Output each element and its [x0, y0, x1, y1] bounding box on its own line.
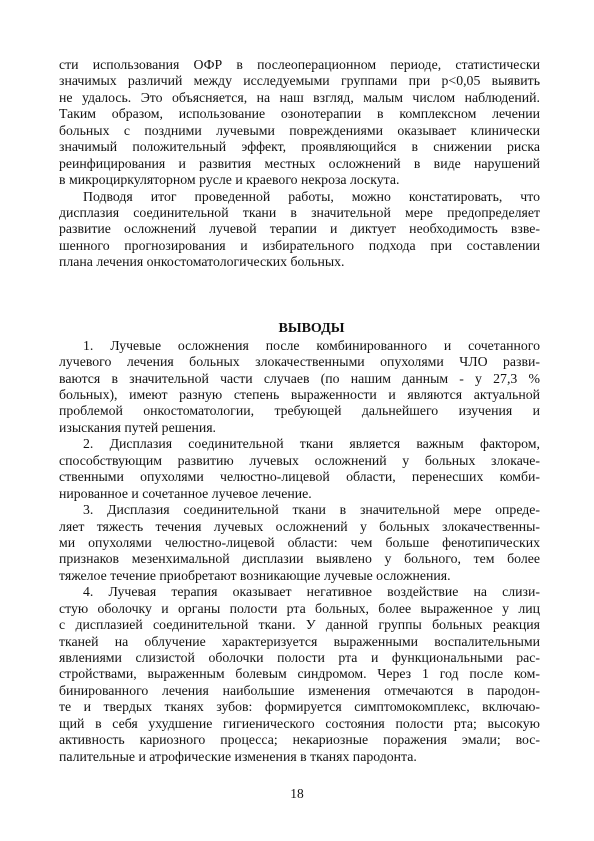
- text-line: способствующим развитию лучевых осложнений у больных злокаче-: [59, 452, 540, 468]
- text-line: щий в себя ухудшение гигиенического состояния полости рта; высокую: [59, 715, 540, 731]
- text-line: с дисплазией соединительной ткани. У данной группы больных реакция: [59, 617, 540, 633]
- text-line: признаков мезенхимальной дисплазии выявлено у больного, тем более: [59, 551, 540, 567]
- text-line: нированное и сочетанное лучевое лечение.: [59, 485, 312, 501]
- conclusion-item-2: [59, 436, 540, 502]
- conclusions-heading: ВЫВОДЫ: [278, 320, 345, 336]
- page-number: 18: [290, 786, 304, 801]
- text-line: активность кариозного процесса; некариозные поражения эмали; вос-: [59, 732, 540, 748]
- text-line: дисплазия соединительной ткани в значительной мере предопределяет: [59, 204, 540, 220]
- conclusion-item-4: [59, 584, 540, 765]
- text-line: 4. Лучевая терапия оказывает негативное воздействие на слизи-: [83, 584, 540, 600]
- intro-paragraph-1: [59, 57, 540, 189]
- text-line: палительные и атрофические изменения в тканях пародонта.: [59, 748, 417, 764]
- text-line: тканей на облучение характеризуется выраженными воспалительными: [59, 633, 540, 649]
- text-line: стройствами, выраженным болевым синдромом. Через 1 год после ком-: [59, 666, 540, 682]
- conclusion-item-3: [59, 502, 540, 584]
- text-line: 3. Дисплазия соединительной ткани в значительной мере опреде-: [83, 502, 540, 518]
- text-line: реинфицирования и развития местных осложнений в виде нарушений: [59, 155, 540, 171]
- text-line: стую оболочку и органы полости рта больных, более выраженное у лиц: [59, 600, 540, 616]
- text-line: развитие осложнений лучевой терапии и диктует необходимость взве-: [59, 221, 540, 237]
- text-line: значимый положительный эффект, проявляющийся в снижении риска: [59, 139, 540, 155]
- text-line: ляет тяжесть течения лучевых осложнений у больных злокачественны-: [59, 518, 540, 534]
- text-line: плана лечения онкостоматологических больных.: [59, 254, 345, 270]
- text-line: больных), имеют разную степень выраженности и являются актуальной: [59, 387, 540, 402]
- text-line: 2. Дисплазия соединительной ткани является важным фактором,: [83, 436, 540, 452]
- text-line: шенного прогнозирования и избирательного подхода при составлении: [59, 237, 540, 253]
- text-line: ваются в значительной части случаев (по нашим данным - у 27,3 %: [59, 370, 540, 386]
- text-line: те и твердых тканях зубов: формируется симптомокомплекс, включаю-: [59, 699, 540, 715]
- text-line: тяжелое течение приобретают возникающие лучевые осложнения.: [59, 567, 451, 583]
- text-line: явлениями слизистой оболочки полости рта и функциональными рас-: [59, 650, 540, 665]
- text-line: больных с поздними лучевыми повреждениями оказывает клинически: [59, 122, 540, 138]
- text-line: изыскания путей решения.: [59, 419, 217, 435]
- text-line: ственными опухолями челюстно-лицевой области, перенесших комби-: [59, 469, 540, 485]
- text-line: значимых различий между исследуемыми группами при p<0,05 выявить: [59, 73, 540, 89]
- text-line: сти использования ОФР в послеоперационном периоде, статистически: [59, 57, 540, 72]
- text-line: 1. Лучевые осложнения после комбинированного и сочетанного: [83, 337, 540, 353]
- text-line: не удалось. Это объясняется, на наш взгляд, малым числом наблюдений.: [59, 89, 540, 105]
- intro-paragraph-2: [59, 189, 540, 271]
- text-line: Таким образом, использование озонотерапии в комплексном лечении: [59, 106, 540, 122]
- text-line: лучевого лечения больных злокачественными опухолями ЧЛО разви-: [59, 354, 540, 370]
- conclusion-item-1: [59, 338, 540, 437]
- text-line: Подводя итог проведенной работы, можно констатировать, что: [83, 188, 540, 204]
- text-line: бинированного лечения наибольшие изменения отмечаются в пародон-: [59, 682, 540, 698]
- text-line: проблемой онкостоматологии, требующей дальнейшего изучения и: [59, 403, 540, 419]
- text-line: ми опухолями челюстно-лицевой области: чем больше фенотипических: [59, 534, 540, 550]
- text-line: в микроциркуляторном русле и краевого некроза лоскута.: [59, 172, 400, 188]
